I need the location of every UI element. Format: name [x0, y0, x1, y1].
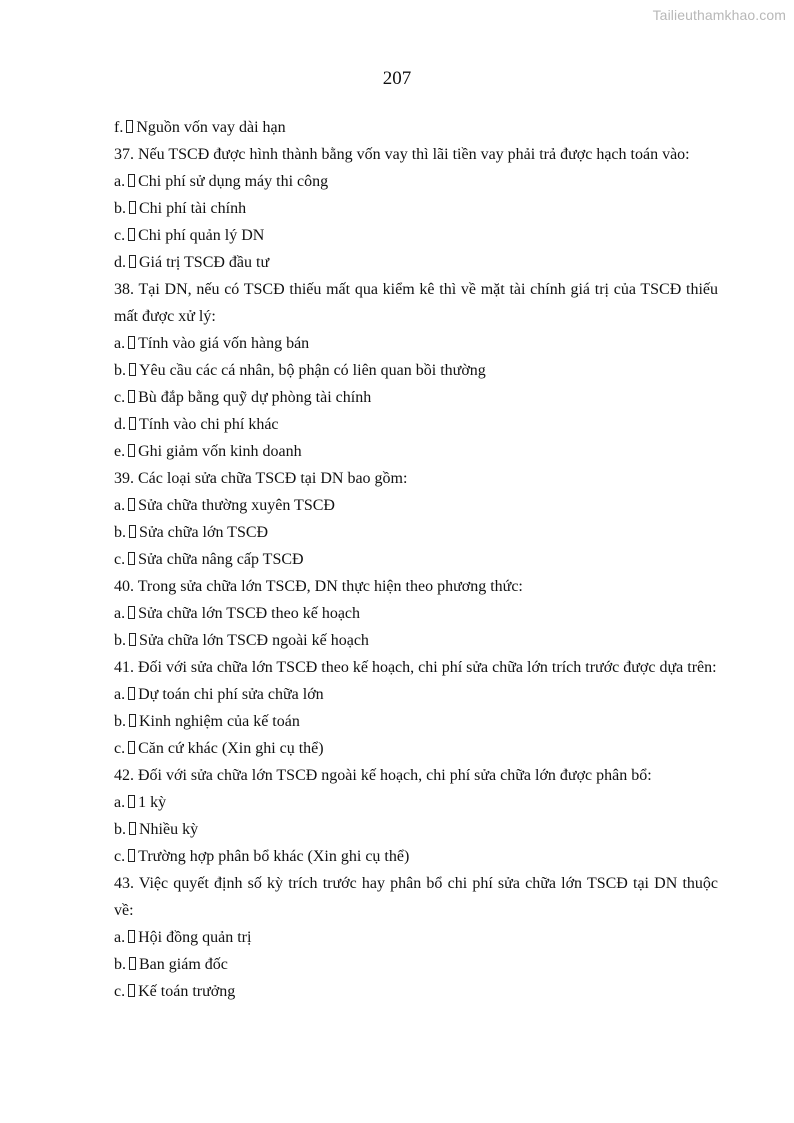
answer-option [114, 708, 718, 735]
checkbox[interactable] [128, 984, 135, 997]
answer-option [114, 627, 718, 654]
answer-option [114, 843, 718, 870]
option-letter: e. [114, 443, 126, 460]
option-letter: a. [114, 497, 126, 514]
option-label: Chi phí tài chính [139, 200, 247, 217]
option-label: Nhiều kỳ [139, 821, 199, 838]
checkbox[interactable] [128, 174, 135, 187]
option-letter: b. [114, 200, 126, 217]
option-label: Sửa chữa lớn TSCĐ [139, 524, 269, 541]
option-label: Kế toán trưởng [138, 983, 236, 1000]
answer-option [114, 411, 718, 438]
checkbox[interactable] [128, 390, 135, 403]
answer-option [114, 978, 718, 1005]
option-label: Hội đồng quản trị [138, 929, 252, 946]
question-text: 37. Nếu TSCĐ được hình thành bằng vốn vay thì lãi tiền vay phải trả được hạch toán vào: [114, 146, 690, 163]
option-label: Trường hợp phân bổ khác (Xin ghi cụ thể) [138, 848, 410, 865]
question-text: 39. Các loại sửa chữa TSCĐ tại DN bao gồm: [114, 470, 408, 487]
option-letter: a. [114, 605, 126, 622]
option-letter: b. [114, 956, 126, 973]
option-label: Chi phí sử dụng máy thi công [138, 173, 329, 190]
option-letter: b. [114, 632, 126, 649]
answer-option [114, 195, 718, 222]
answer-option [114, 357, 718, 384]
option-label: Ghi giảm vốn kinh doanh [138, 443, 302, 460]
checkbox[interactable] [128, 849, 135, 862]
question-text: 40. Trong sửa chữa lớn TSCĐ, DN thực hiện theo phương thức: [114, 578, 523, 595]
page-number: 207 [382, 68, 412, 89]
option-label: Yêu cầu các cá nhân, bộ phận có liên quan bồi thường [139, 362, 486, 379]
option-label: Giá trị TSCĐ đầu tư [139, 254, 270, 271]
checkbox[interactable] [129, 417, 136, 430]
answer-option [114, 330, 718, 357]
option-letter: b. [114, 362, 126, 379]
answer-option [114, 249, 718, 276]
questionnaire-content [114, 114, 718, 1005]
option-letter: a. [114, 335, 126, 352]
checkbox[interactable] [128, 552, 135, 565]
question-text: 42. Đối với sửa chữa lớn TSCĐ ngoài kế hoạch, chi phí sửa chữa lớn được phân bổ: [114, 767, 652, 784]
option-label: Dự toán chi phí sửa chữa lớn [138, 686, 324, 703]
option-label: Sửa chữa nâng cấp TSCĐ [138, 551, 304, 568]
option-letter: c. [114, 227, 126, 244]
checkbox[interactable] [129, 255, 136, 268]
answer-option [114, 951, 718, 978]
option-label: Sửa chữa thường xuyên TSCĐ [138, 497, 335, 514]
option-letter: c. [114, 389, 126, 406]
checkbox[interactable] [128, 741, 135, 754]
checkbox[interactable] [129, 957, 136, 970]
option-letter: b. [114, 713, 126, 730]
option-label: Sửa chữa lớn TSCĐ theo kế hoạch [138, 605, 361, 622]
checkbox[interactable] [129, 525, 136, 538]
option-letter: a. [114, 686, 126, 703]
option-label: Chi phí quản lý DN [138, 227, 265, 244]
option-letter: b. [114, 524, 126, 541]
option-letter: d. [114, 254, 126, 271]
answer-option [114, 735, 718, 762]
option-letter: a. [114, 173, 126, 190]
checkbox[interactable] [128, 930, 135, 943]
option-label: Sửa chữa lớn TSCĐ ngoài kế hoạch [139, 632, 369, 649]
answer-option [114, 681, 718, 708]
checkbox[interactable] [126, 120, 133, 133]
answer-option [114, 519, 718, 546]
checkbox[interactable] [128, 498, 135, 511]
option-label: Tính vào chi phí khác [139, 416, 279, 433]
checkbox[interactable] [129, 633, 136, 646]
checkbox[interactable] [128, 687, 135, 700]
checkbox[interactable] [128, 336, 135, 349]
question-text: 43. Việc quyết định số kỳ trích trước hay phân bổ chi phí sửa chữa lớn TSCĐ tại DN thuộc về: [114, 875, 718, 919]
question-text: 41. Đối với sửa chữa lớn TSCĐ theo kế hoạch, chi phí sửa chữa lớn trích trước được dựa trên: [114, 659, 717, 676]
option-letter: b. [114, 821, 126, 838]
option-letter: d. [114, 416, 126, 433]
option-letter: a. [114, 794, 126, 811]
checkbox[interactable] [128, 228, 135, 241]
option-label: Kinh nghiệm của kế toán [139, 713, 300, 730]
watermark: Tailieuthamkhao.com [652, 7, 786, 23]
option-label: Ban giám đốc [139, 956, 228, 973]
answer-option [114, 816, 718, 843]
option-letter: c. [114, 848, 126, 865]
answer-option [114, 924, 718, 951]
answer-option [114, 384, 718, 411]
answer-option [114, 546, 718, 573]
answer-option [114, 168, 718, 195]
option-letter: c. [114, 983, 126, 1000]
option-letter: a. [114, 929, 126, 946]
question-text: 38. Tại DN, nếu có TSCĐ thiếu mất qua kiểm kê thì về mặt tài chính giá trị của TSCĐ thiếu mất được xử lý: [114, 281, 718, 325]
checkbox[interactable] [129, 201, 136, 214]
answer-option [114, 600, 718, 627]
option-label: Căn cứ khác (Xin ghi cụ thể) [138, 740, 324, 757]
answer-option [114, 222, 718, 249]
option-label: Nguồn vốn vay dài hạn [136, 119, 286, 136]
checkbox[interactable] [129, 714, 136, 727]
option-letter: f. [114, 119, 124, 136]
checkbox[interactable] [129, 822, 136, 835]
option-label: 1 kỳ [138, 794, 167, 811]
checkbox[interactable] [128, 795, 135, 808]
option-letter: c. [114, 551, 126, 568]
option-letter: c. [114, 740, 126, 757]
checkbox[interactable] [128, 444, 135, 457]
answer-option [114, 114, 718, 141]
answer-option [114, 492, 718, 519]
checkbox[interactable] [129, 363, 136, 376]
option-label: Bù đắp bằng quỹ dự phòng tài chính [138, 389, 372, 406]
answer-option [114, 438, 718, 465]
answer-option [114, 789, 718, 816]
option-label: Tính vào giá vốn hàng bán [138, 335, 310, 352]
checkbox[interactable] [128, 606, 135, 619]
